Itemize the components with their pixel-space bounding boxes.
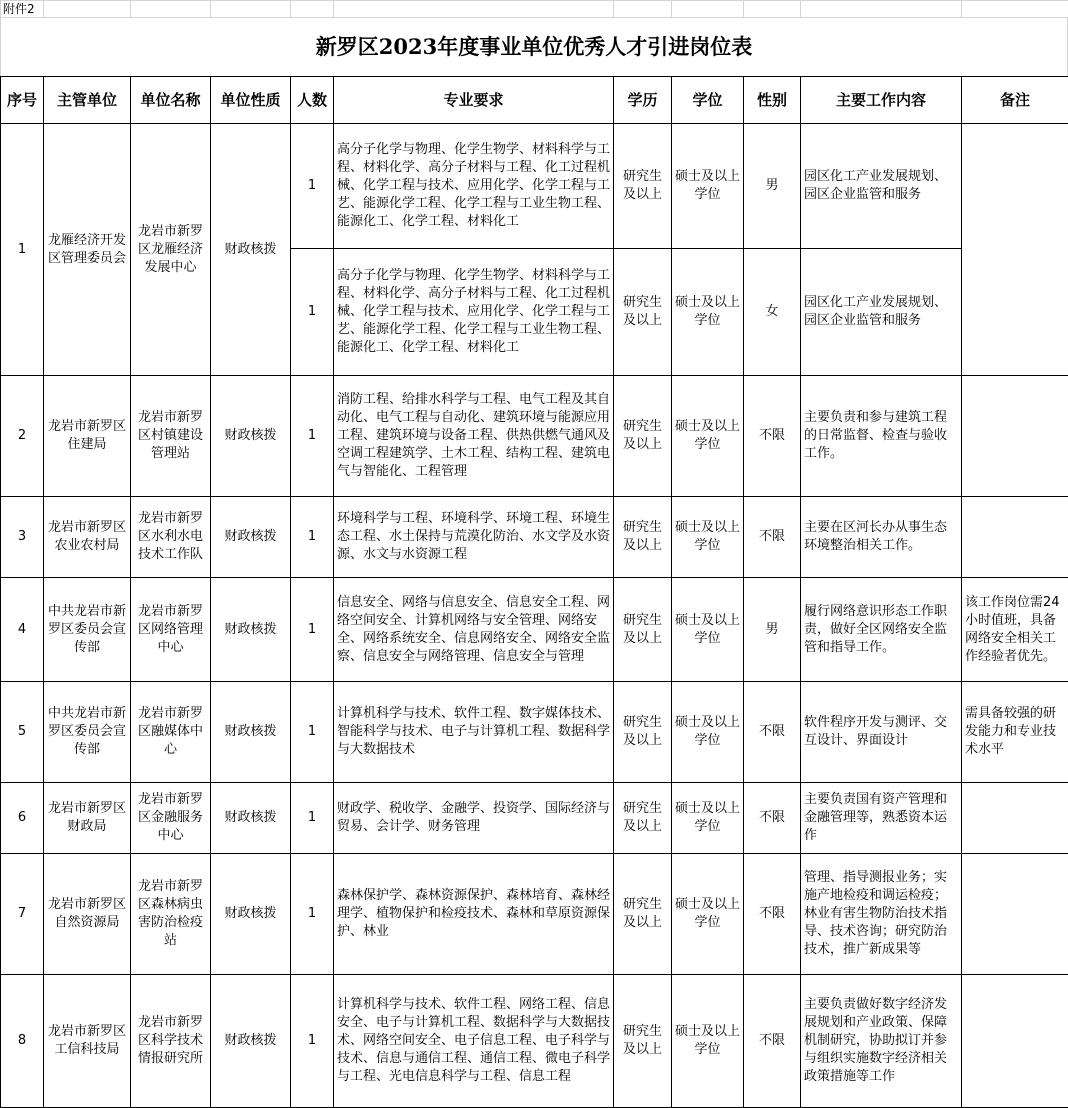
table-row (1, 376, 1068, 497)
sheet-top-row (0, 0, 1068, 18)
table-row (1, 497, 1068, 578)
cell-education: 研究生及以上 (614, 124, 672, 249)
cell-gender: 不限 (744, 682, 801, 783)
cell-unit: 龙岩市新罗区融媒体中心 (131, 682, 211, 783)
cell-nature: 财政核拨 (211, 578, 291, 682)
cell-duties: 主要在区河长办从事生态环境整治相关工作。 (801, 497, 962, 578)
cell-major: 环境科学与工程、环境科学、环境工程、环境生态工程、水土保持与荒漠化防治、水文学及水资源、水文与水资源工程 (334, 497, 614, 578)
cell-duties: 管理、指导测报业务；实施产地检疫和调运检疫；林业有害生物防治技术指导、技术咨询；研究防治技术，推广新成果等 (801, 854, 962, 975)
page-title: 新罗区2023年度事业单位优秀人才引进岗位表 (0, 18, 1068, 76)
cell-duties: 主要负责国有资产管理和金融管理等，熟悉资本运作 (801, 783, 962, 854)
cell-unit: 龙岩市新罗区龙雁经济发展中心 (131, 124, 211, 376)
cell-unit: 龙岩市新罗区水利水电技术工作队 (131, 497, 211, 578)
cell-major: 财政学、税收学、金融学、投资学、国际经济与贸易、会计学、财务管理 (334, 783, 614, 854)
cell-duties: 园区化工产业发展规划、园区企业监管和服务 (801, 124, 962, 249)
cell-degree: 硕士及以上学位 (672, 124, 744, 249)
cell-count: 1 (291, 124, 334, 249)
cell-remarks (962, 975, 1068, 1108)
cell-count: 1 (291, 578, 334, 682)
header-unit: 单位名称 (131, 77, 211, 124)
table-row (1, 124, 1068, 249)
table-row (1, 783, 1068, 854)
cell-remarks (962, 854, 1068, 975)
cell-education: 研究生及以上 (614, 249, 672, 376)
cell-education: 研究生及以上 (614, 783, 672, 854)
cell-major: 计算机科学与技术、软件工程、数字媒体技术、智能科学与技术、电子与计算机工程、数据科学与大数据技术 (334, 682, 614, 783)
cell-education: 研究生及以上 (614, 975, 672, 1108)
cell-nature: 财政核拨 (211, 854, 291, 975)
header-gender: 性别 (744, 77, 801, 124)
cell-nature: 财政核拨 (211, 124, 291, 376)
cell-duties: 主要负责和参与建筑工程的日常监督、检查与验收工作。 (801, 376, 962, 497)
cell-remarks (962, 497, 1068, 578)
cell-gender: 不限 (744, 497, 801, 578)
cell-unit: 龙岩市新罗区科学技术情报研究所 (131, 975, 211, 1108)
cell-seq: 2 (1, 376, 44, 497)
cell-count: 1 (291, 497, 334, 578)
cell-major: 高分子化学与物理、化学生物学、材料科学与工程、材料化学、高分子材料与工程、化工过程机械、化学工程与技术、应用化学、化学工程与工艺、能源化学工程、化学工程与工业生物工程、能源化工、化学工程、材料化工 (334, 249, 614, 376)
cell-duties: 园区化工产业发展规划、园区企业监管和服务 (801, 249, 962, 376)
header-duties: 主要工作内容 (801, 77, 962, 124)
header-education: 学历 (614, 77, 672, 124)
table-row (1, 682, 1068, 783)
cell-seq: 3 (1, 497, 44, 578)
cell-dept: 龙岩市新罗区自然资源局 (44, 854, 131, 975)
header-seq: 序号 (1, 77, 44, 124)
cell-gender: 不限 (744, 783, 801, 854)
cell-remarks: 需具备较强的研发能力和专业技术水平 (962, 682, 1068, 783)
header-count: 人数 (291, 77, 334, 124)
cell-education: 研究生及以上 (614, 497, 672, 578)
cell-gender: 不限 (744, 854, 801, 975)
cell-major: 高分子化学与物理、化学生物学、材料科学与工程、材料化学、高分子材料与工程、化工过程机械、化学工程与技术、应用化学、化学工程与工艺、能源化学工程、化学工程与工业生物工程、能源化工、化学工程、材料化工 (334, 124, 614, 249)
cell-gender: 男 (744, 578, 801, 682)
cell-count: 1 (291, 249, 334, 376)
cell-remarks: 该工作岗位需24小时值班，具备网络安全相关工作经验者优先。 (962, 578, 1068, 682)
cell-gender: 不限 (744, 975, 801, 1108)
cell-degree: 硕士及以上学位 (672, 783, 744, 854)
cell-education: 研究生及以上 (614, 854, 672, 975)
cell-degree: 硕士及以上学位 (672, 578, 744, 682)
cell-count: 1 (291, 975, 334, 1108)
cell-count: 1 (291, 376, 334, 497)
positions-table (0, 76, 1068, 1108)
cell-dept: 龙岩市新罗区住建局 (44, 376, 131, 497)
cell-count: 1 (291, 682, 334, 783)
cell-duties: 软件程序开发与测评、交互设计、界面设计 (801, 682, 962, 783)
cell-gender: 不限 (744, 376, 801, 497)
cell-education: 研究生及以上 (614, 682, 672, 783)
cell-seq: 7 (1, 854, 44, 975)
attachment-label: 附件2 (1, 1, 44, 18)
cell-seq: 4 (1, 578, 44, 682)
cell-gender: 男 (744, 124, 801, 249)
header-nature: 单位性质 (211, 77, 291, 124)
cell-nature: 财政核拨 (211, 682, 291, 783)
table-row (1, 854, 1068, 975)
header-row (1, 77, 1068, 124)
cell-education: 研究生及以上 (614, 578, 672, 682)
cell-degree: 硕士及以上学位 (672, 854, 744, 975)
cell-major: 计算机科学与技术、软件工程、网络工程、信息安全、电子与计算机工程、数据科学与大数据技术、网络空间安全、电子信息工程、电子科学与技术、信息与通信工程、通信工程、微电子科学与工程、光电信息科学与工程、信息工程 (334, 975, 614, 1108)
cell-dept: 中共龙岩市新罗区委员会宣传部 (44, 682, 131, 783)
cell-nature: 财政核拨 (211, 975, 291, 1108)
cell-seq: 1 (1, 124, 44, 376)
cell-major: 森林保护学、森林资源保护、森林培育、森林经理学、植物保护和检疫技术、森林和草原资源保护、林业 (334, 854, 614, 975)
cell-seq: 8 (1, 975, 44, 1108)
cell-count: 1 (291, 783, 334, 854)
cell-gender: 女 (744, 249, 801, 376)
cell-major: 消防工程、给排水科学与工程、电气工程及其自动化、电气工程与自动化、建筑环境与能源应用工程、建筑环境与设备工程、供热供燃气通风及空调工程建筑学、土木工程、结构工程、建筑电气与智能化、工程管理 (334, 376, 614, 497)
header-dept: 主管单位 (44, 77, 131, 124)
table-row (1, 975, 1068, 1108)
cell-degree: 硕士及以上学位 (672, 497, 744, 578)
cell-nature: 财政核拨 (211, 783, 291, 854)
cell-dept: 龙岩市新罗区工信科技局 (44, 975, 131, 1108)
cell-remarks (962, 376, 1068, 497)
cell-seq: 5 (1, 682, 44, 783)
cell-dept: 中共龙岩市新罗区委员会宣传部 (44, 578, 131, 682)
cell-count: 1 (291, 854, 334, 975)
cell-unit: 龙岩市新罗区网络管理中心 (131, 578, 211, 682)
table-row (1, 578, 1068, 682)
cell-major: 信息安全、网络与信息安全、信息安全工程、网络空间安全、计算机网络与安全管理、网络安全、网络系统安全、信息网络安全、网络安全监察、信息安全与网络管理、信息安全与管理 (334, 578, 614, 682)
cell-degree: 硕士及以上学位 (672, 975, 744, 1108)
cell-nature: 财政核拨 (211, 376, 291, 497)
cell-duties: 履行网络意识形态工作职责，做好全区网络安全监管和指导工作。 (801, 578, 962, 682)
cell-dept: 龙岩市新罗区财政局 (44, 783, 131, 854)
cell-degree: 硕士及以上学位 (672, 376, 744, 497)
cell-dept: 龙雁经济开发区管理委员会 (44, 124, 131, 376)
cell-unit: 龙岩市新罗区村镇建设管理站 (131, 376, 211, 497)
cell-remarks (962, 783, 1068, 854)
cell-duties: 主要负责做好数字经济发展规划和产业政策、保障机制研究，协助拟订并参与组织实施数字经济相关政策措施等工作 (801, 975, 962, 1108)
header-major: 专业要求 (334, 77, 614, 124)
cell-dept: 龙岩市新罗区农业农村局 (44, 497, 131, 578)
cell-degree: 硕士及以上学位 (672, 682, 744, 783)
header-degree: 学位 (672, 77, 744, 124)
cell-unit: 龙岩市新罗区金融服务中心 (131, 783, 211, 854)
cell-education: 研究生及以上 (614, 376, 672, 497)
cell-degree: 硕士及以上学位 (672, 249, 744, 376)
cell-nature: 财政核拨 (211, 497, 291, 578)
cell-remarks (962, 124, 1068, 376)
cell-unit: 龙岩市新罗区森林病虫害防治检疫站 (131, 854, 211, 975)
cell-seq: 6 (1, 783, 44, 854)
header-remarks: 备注 (962, 77, 1068, 124)
